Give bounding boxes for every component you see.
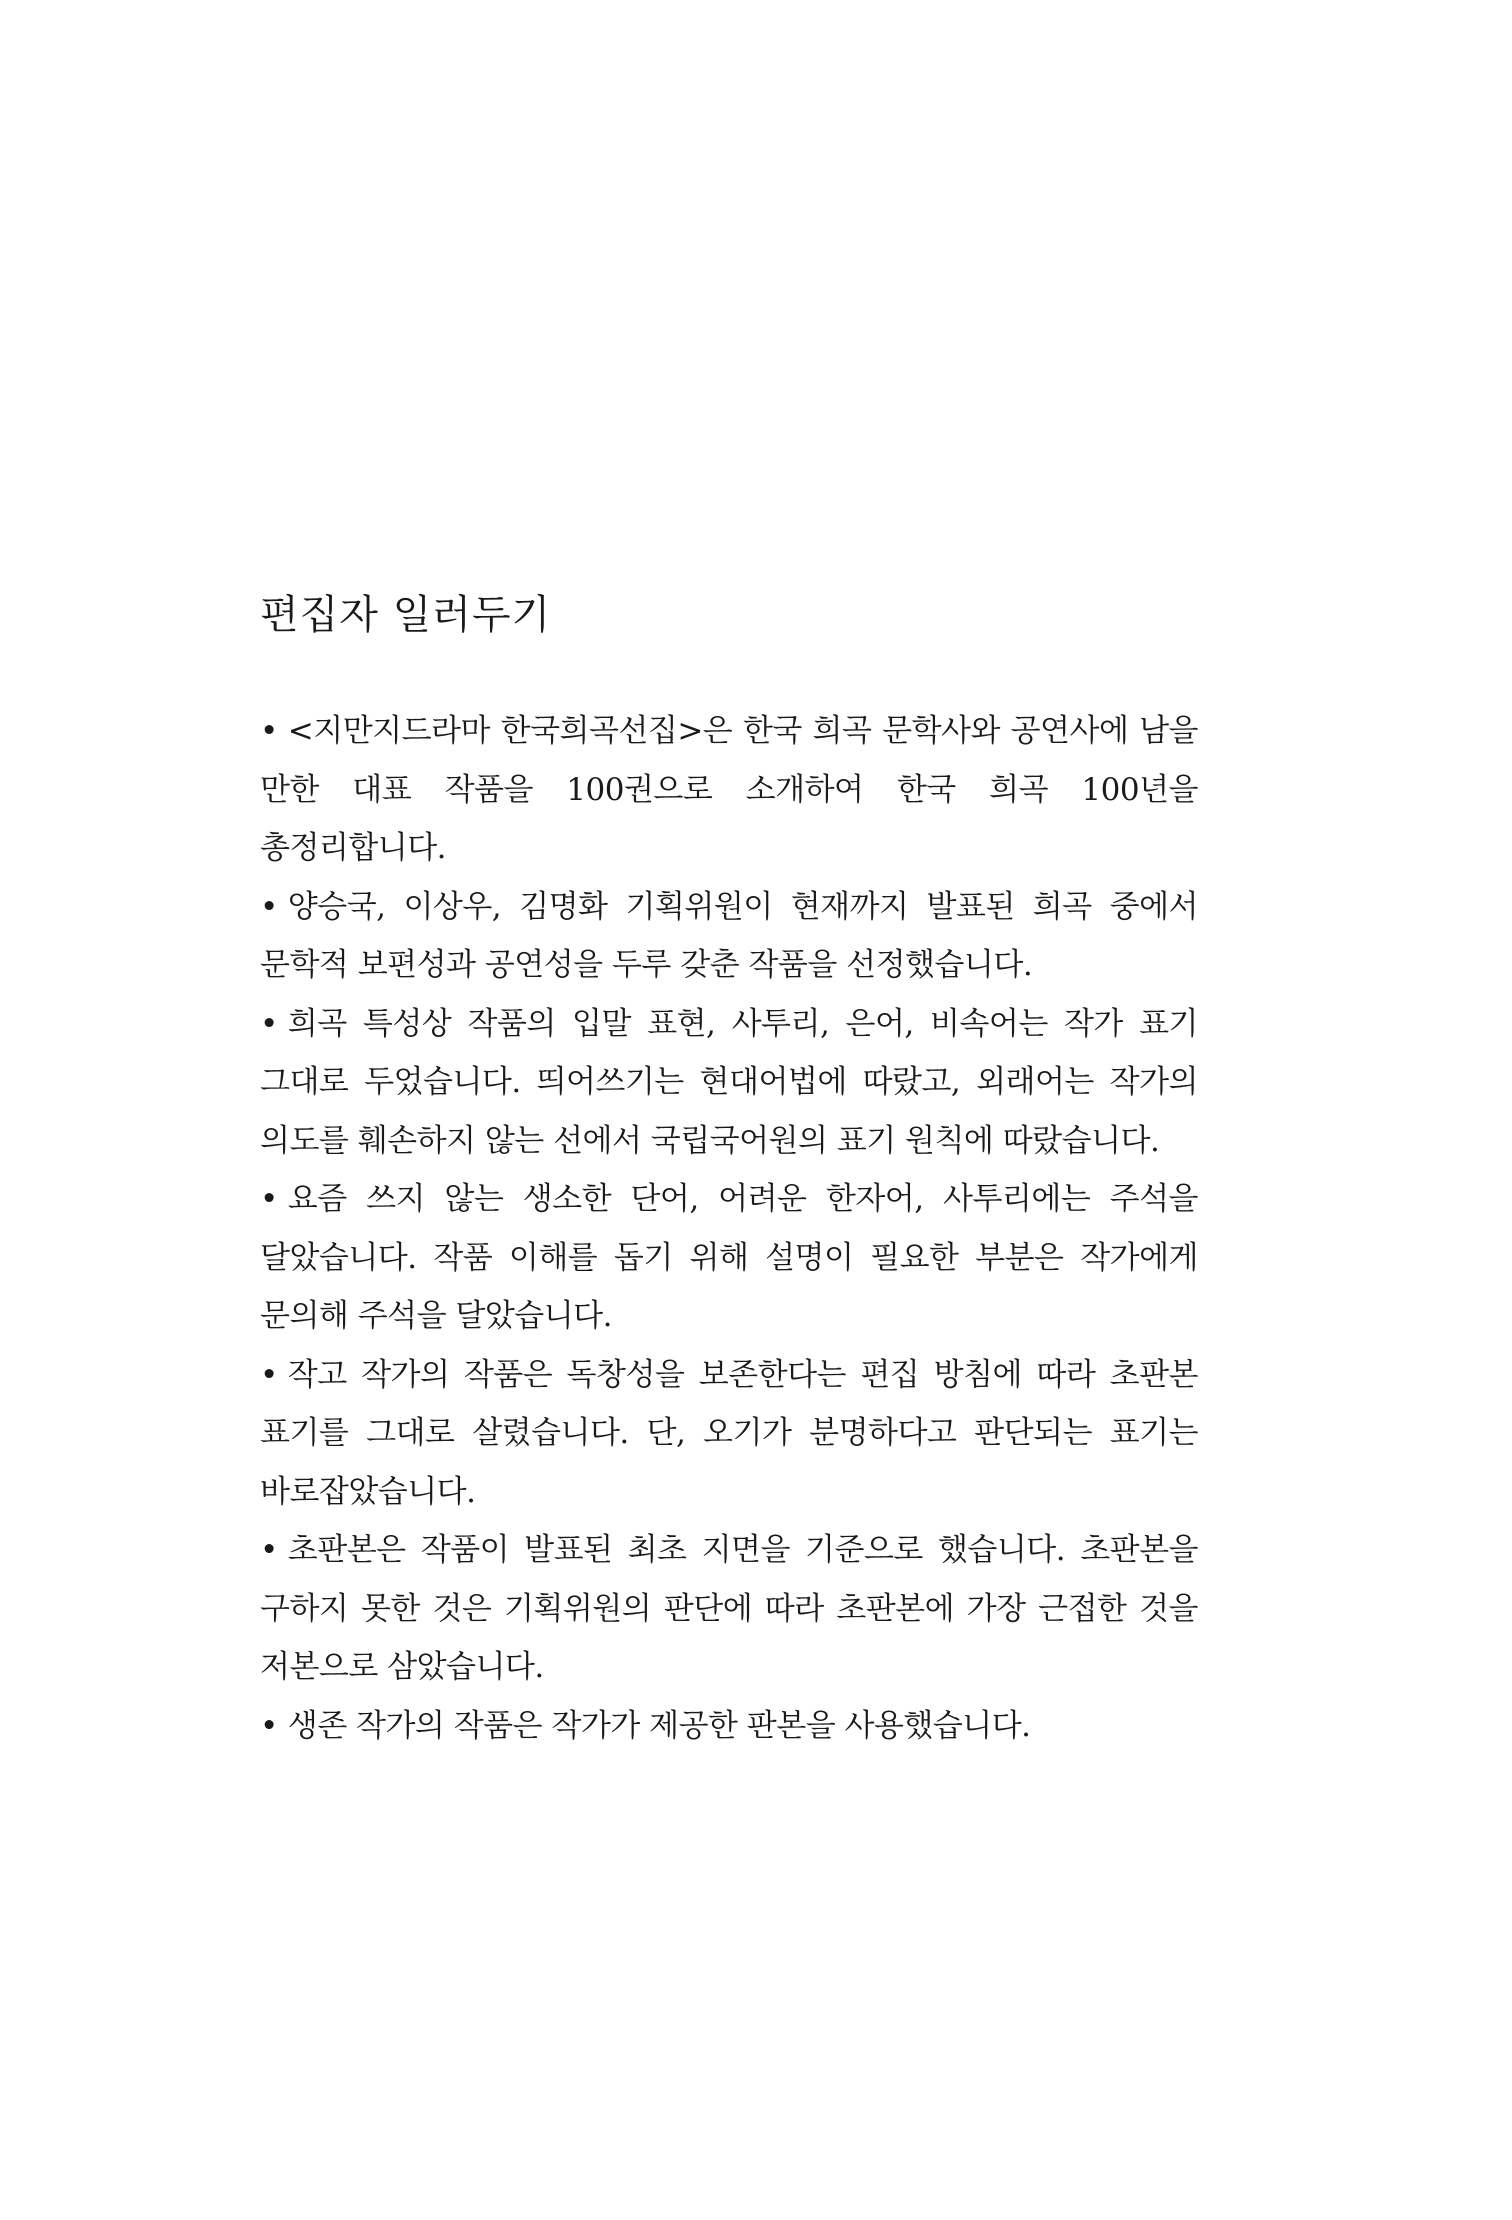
page-title: 편집자 일러두기 (260, 592, 552, 638)
note-text: 생존 작가의 작품은 작가가 제공한 판본을 사용했습니다. (287, 1707, 1031, 1744)
bullet: • (260, 1356, 278, 1393)
list-item (260, 1697, 1198, 1756)
list-item (260, 995, 1198, 1171)
list-item (260, 1170, 1198, 1346)
bullet: • (260, 1532, 278, 1568)
bullet: • (260, 1181, 278, 1217)
bullet: • (260, 1707, 278, 1744)
note-text: 작고 작가의 작품은 독창성을 보존한다는 편집 방침에 따라 초판본 표기를 그대로 살렸습니다. 단, 오기가 분명하다고 판단되는 표기는 바로잡았습니다. (260, 1356, 1198, 1510)
bullet: • (260, 888, 278, 925)
note-text: 요즘 쓰지 않는 생소한 단어, 어려운 한자어, 사투리에는 주석을 달았습니다. 작품 이해를 돕기 위해 설명이 필요한 부분은 작가에게 문의해 주석을 달았습니다. (260, 1181, 1198, 1334)
note-text: 희곡 특성상 작품의 입말 표현, 사투리, 은어, 비속어는 작가 표기 그대로 두었습니다. 띄어쓰기는 현대어법에 따랐고, 외래어는 작가의 의도를 훼손하지 않는 선에서 국립국어원의 표기 원칙에 따랐습니다. (260, 1005, 1198, 1159)
note-text: 양승국, 이상우, 김명화 기획위원이 현재까지 발표된 희곡 중에서 문학적 보편성과 공연성을 두루 갖춘 작품을 선정했습니다. (260, 888, 1198, 983)
list-item (260, 1346, 1198, 1522)
note-text: <지만지드라마 한국희곡선집>은 한국 희곡 문학사와 공연사에 남을 만한 대표 작품을 100권으로 소개하여 한국 희곡 100년을 총정리합니다. (260, 713, 1198, 866)
list-item (260, 1521, 1198, 1697)
list-item (260, 702, 1198, 878)
editorial-notes-list (260, 702, 1198, 1755)
note-text: 초판본은 작품이 발표된 최초 지면을 기준으로 했습니다. 초판본을 구하지 못한 것은 기획위원의 판단에 따라 초판본에 가장 근접한 것을 저본으로 삼았습니다. (260, 1532, 1198, 1685)
list-item (260, 878, 1198, 995)
bullet: • (260, 713, 278, 749)
bullet: • (260, 1005, 278, 1042)
